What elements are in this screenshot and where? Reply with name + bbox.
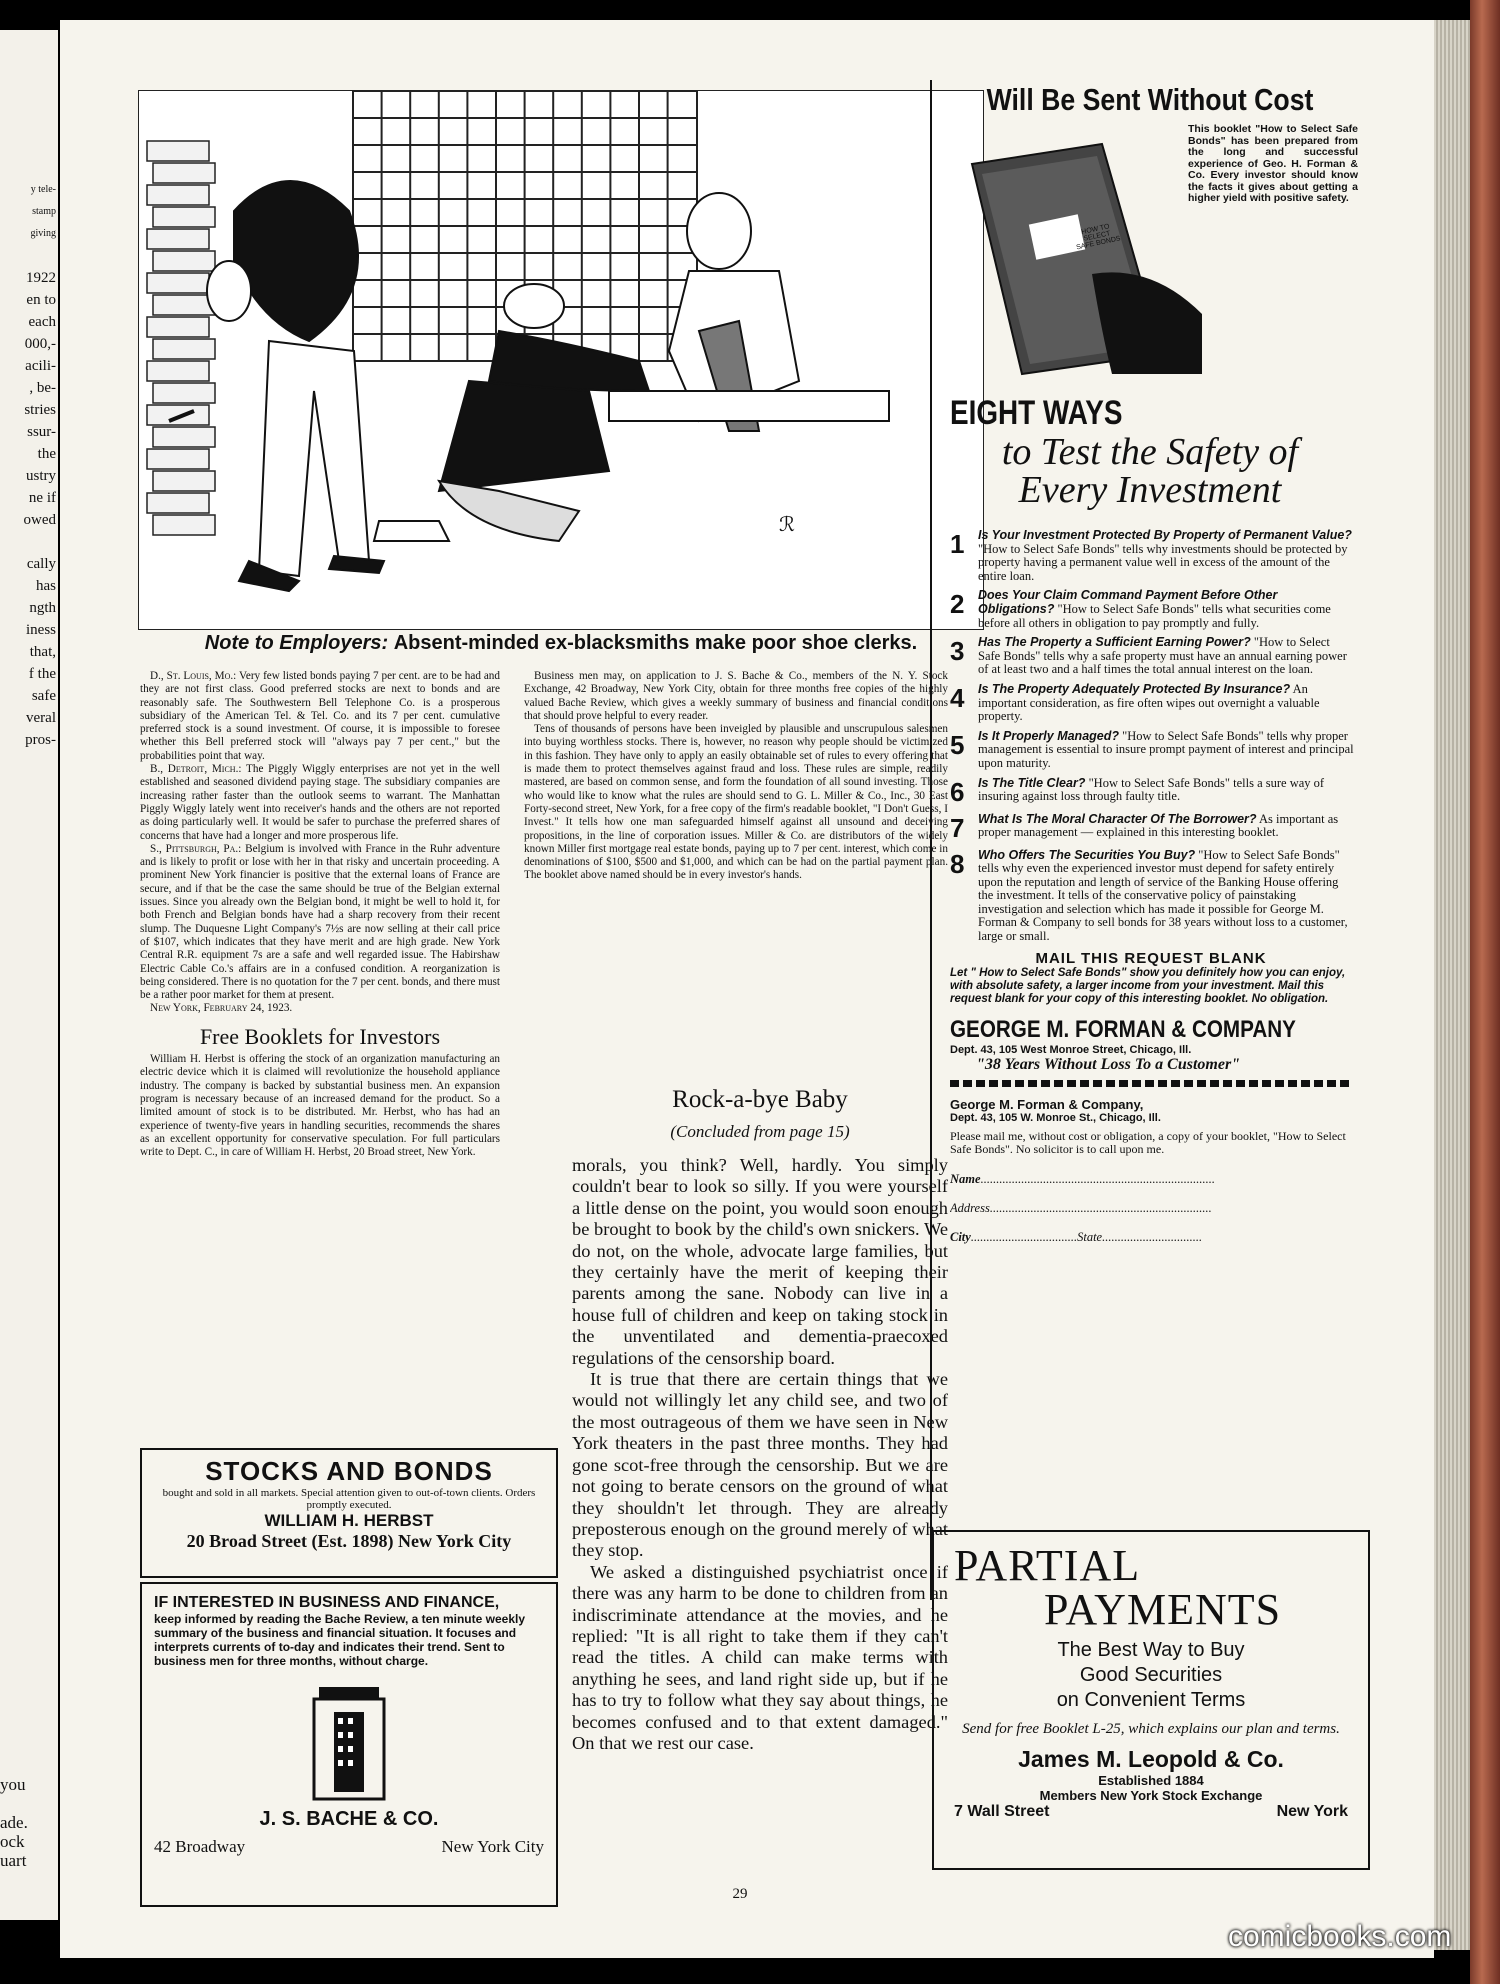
coupon-dept: Dept. 43, 105 W. Monroe St., Chicago, Ill. bbox=[950, 1111, 1161, 1124]
way-number: 8 bbox=[950, 848, 965, 879]
shoe-box bbox=[153, 383, 215, 403]
book-binding-edge bbox=[1470, 0, 1500, 1984]
shoe-box bbox=[147, 449, 209, 469]
rockabye-p2: It is true that there are certain things that we would not willingly let any child see, and two of the most outrageous of them we have seen in New York theaters in the past three months. They had gone scot-free through the censorship. But we are not going to berate censors on the ground of what they shouldn't let through. They are already preposterous enough on the ground merely of what they stop. bbox=[572, 1369, 948, 1561]
booklet-illustration bbox=[932, 124, 1368, 394]
eight-ways-list bbox=[932, 529, 1368, 944]
facing-page-fragment: you bbox=[0, 1775, 26, 1794]
way-text bbox=[978, 589, 1354, 630]
way-answer: "How to Select Safe Bonds" tells why a safe property must have an annual earning power of at least two and a half times the total annual interest on the loan. bbox=[978, 635, 1347, 677]
leopold-ad bbox=[932, 1530, 1370, 1870]
facing-page-fragment: ock bbox=[0, 1832, 25, 1851]
way-item bbox=[950, 813, 1354, 843]
page-edges bbox=[1434, 20, 1470, 1950]
shoe-box bbox=[153, 471, 215, 491]
bache-ad bbox=[140, 1582, 558, 1907]
facing-page-fragment: y tele- bbox=[30, 184, 56, 195]
way-question: Who Offers The Securities You Buy? bbox=[978, 847, 1196, 862]
shoe-box bbox=[153, 515, 215, 535]
building-emblem-icon bbox=[304, 1682, 394, 1802]
eight-ways-subtitle-1: to Test the Safety of bbox=[1001, 431, 1299, 473]
way-number: 2 bbox=[950, 589, 965, 620]
shoe-box bbox=[147, 229, 209, 249]
financial-column-left bbox=[140, 670, 500, 1159]
bache-review-note: Business men may, on application to J. S. Bache & Co., members of the N. Y. Stock Exchange, 42 Broadway, New York City, obtain for three months free copies of the highly valued Bache Review, which gives a weekly summary of business and financial conditions that should prove helpful to every reader. bbox=[524, 670, 948, 722]
leopold-firm: James M. Leopold & Co. bbox=[1018, 1746, 1284, 1772]
way-number: 6 bbox=[950, 776, 965, 807]
leopold-city: New York bbox=[1276, 1803, 1348, 1820]
pp-send: Send for free Booklet L-25, which explains our plan and terms. bbox=[962, 1721, 1340, 1737]
facing-page-fragment: ngth bbox=[29, 600, 56, 616]
herbst-text: bought and sold in all markets. Special attention given to out-of-town clients. Orders promptly executed. bbox=[162, 1487, 536, 1511]
facing-page-fragment: stries bbox=[24, 402, 56, 418]
magazine-page bbox=[60, 20, 1434, 1958]
mail-note: Let " How to Select Safe Bonds" show you definitely how you can enjoy, with absolute safety, a larger income from your investment. Mail this request blank for your copy of this interesting booklet. No obligation. bbox=[950, 966, 1346, 1005]
way-text bbox=[978, 849, 1354, 944]
forman-ad bbox=[930, 80, 1368, 1600]
pp-line-2: PAYMENTS bbox=[1044, 1585, 1282, 1634]
way-text bbox=[978, 813, 1354, 843]
herbst-address: 20 Broad Street (Est. 1898) New York City bbox=[186, 1531, 512, 1551]
way-text bbox=[978, 636, 1354, 677]
leopold-est: Established 1884 bbox=[1098, 1773, 1204, 1788]
cartoon-illustration bbox=[138, 90, 984, 630]
bache-address: 42 Broadway bbox=[154, 1837, 246, 1856]
bache-firm: J. S. BACHE & CO. bbox=[259, 1808, 439, 1830]
shoe-box bbox=[147, 361, 209, 381]
way-item bbox=[950, 636, 1354, 677]
leopold-members: Members New York Stock Exchange bbox=[1039, 1788, 1263, 1803]
rockabye-subtitle: (Concluded from page 15) bbox=[670, 1122, 850, 1141]
cartoon-caption bbox=[138, 632, 984, 655]
coupon-firm: George M. Forman & Company, bbox=[950, 1096, 1144, 1112]
herbst-firm: WILLIAM H. HERBST bbox=[264, 1511, 434, 1530]
way-answer: "How to Select Safe Bonds" tells a sure way of insuring against loss through faulty title. bbox=[978, 775, 1325, 804]
caption-text: Absent-minded ex-blacksmiths make poor shoe clerks. bbox=[393, 632, 918, 654]
way-answer: "How to Select Safe Bonds" tells why proper management is essential to insure prompt payment of interest and principal upon maturity. bbox=[978, 728, 1354, 770]
way-answer: "How to Select Safe Bonds" tells why even the experienced investor must depend for safety entirely upon the reputation and length of service of the Banking House offering the investment. It tells of the conservative policy of painstaking investigation and selection which has made it possible for George M. Forman & Company to sell bonds for 38 years without loss to a customer, large or small. bbox=[978, 847, 1348, 944]
mail-heading: MAIL THIS REQUEST BLANK bbox=[1035, 949, 1267, 967]
facing-page-fragment: has bbox=[36, 578, 56, 594]
facing-page-fragment: the bbox=[37, 446, 56, 462]
forman-motto: "38 Years Without Loss To a Customer" bbox=[976, 1055, 1241, 1073]
facing-page-fragment: ustry bbox=[26, 468, 56, 484]
facing-page-fragment: veral bbox=[26, 710, 56, 726]
way-text bbox=[978, 730, 1354, 771]
forman-headline: Will Be Sent Without Cost bbox=[986, 82, 1314, 117]
shoe-box bbox=[147, 405, 209, 425]
way-number: 3 bbox=[950, 636, 965, 667]
shoe-box bbox=[147, 185, 209, 205]
way-answer: "How to Select Safe Bonds" tells why investments should be protected by property having a permanent value well in excess of the amount of the entire loan. bbox=[978, 541, 1348, 583]
way-question: What Is The Moral Character Of The Borrower? bbox=[978, 811, 1257, 826]
facing-page-fragment: giving bbox=[30, 228, 56, 239]
facing-page-fragment: each bbox=[28, 314, 56, 330]
financial-column-right bbox=[524, 670, 948, 883]
shoe-box bbox=[147, 141, 209, 161]
eight-ways-title: EIGHT WAYS bbox=[950, 394, 1123, 432]
way-item bbox=[950, 730, 1354, 771]
eight-ways-subtitle-2: Every Investment bbox=[1018, 469, 1282, 511]
name-field[interactable]: Name........................................................................... bbox=[950, 1171, 1215, 1186]
way-answer: An important consideration, as fire often wipes out overnight a valuable property. bbox=[978, 681, 1320, 724]
way-item bbox=[950, 777, 1354, 807]
facing-page-fragment: stamp bbox=[32, 206, 56, 217]
facing-page-fragment: cally bbox=[26, 556, 56, 572]
way-question: Is The Property Adequately Protected By Insurance? bbox=[978, 681, 1291, 696]
watermark: comicbooks.com bbox=[1228, 1920, 1452, 1953]
page-number: 29 bbox=[732, 1886, 748, 1902]
leopold-address: 7 Wall Street bbox=[954, 1803, 1050, 1820]
booklets-heading: Free Booklets for Investors bbox=[199, 1023, 441, 1049]
booklet-cover-title: HOW TO SELECT SAFE BONDS bbox=[1075, 223, 1122, 252]
facing-page-fragment: that, bbox=[29, 644, 56, 660]
herbst-ad bbox=[140, 1448, 558, 1578]
rockabye-p1: morals, you think? Well, hardly. You simply couldn't bear to look so silly. If you were yourself a little dense on the point, you would soon enough be brought to book by the child's own snickers. We do not, on the whole, advocate large families, but they certainly have the merit of keeping their parents among the sane. Nobody can live in a house full of children and keep on taking stock in the unventilated and dementia-praecoxed regulations of the censorship board. bbox=[572, 1155, 948, 1368]
facing-page-fragment: f the bbox=[28, 666, 56, 682]
way-answer: As important as proper management — explained in this interesting booklet. bbox=[978, 811, 1339, 840]
request-blank bbox=[932, 950, 1368, 1245]
forman-dept: Dept. 43, 105 West Monroe Street, Chicago, Ill. bbox=[950, 1043, 1192, 1056]
way-question: Is The Title Clear? bbox=[978, 775, 1086, 790]
way-text bbox=[978, 777, 1354, 807]
facing-page-fragment: ssur- bbox=[27, 424, 56, 440]
facing-page-fragment: 1922 bbox=[26, 270, 56, 286]
coupon-text: Please mail me, without cost or obligation, a copy of your booklet, "How to Select Safe Bonds". No solicitor is to call upon me. bbox=[950, 1128, 1346, 1156]
way-number: 5 bbox=[950, 729, 965, 760]
booklet-hand-icon bbox=[952, 124, 1212, 384]
facing-page-fragment: en to bbox=[26, 292, 56, 308]
way-number: 1 bbox=[950, 529, 965, 559]
shoe-box bbox=[153, 295, 215, 315]
facing-page-fragment: acili- bbox=[25, 358, 56, 374]
facing-page-fragment: uart bbox=[0, 1851, 27, 1870]
rockabye-title: Rock-a-bye Baby bbox=[672, 1086, 848, 1113]
way-text bbox=[978, 529, 1354, 583]
pp-line-1: PARTIAL bbox=[954, 1541, 1141, 1590]
letter-pittsburgh: S., Pittsburgh, Pa.: Belgium is involved with France in the Ruhr adventure and is likely to profit or lose with her in that risky and uncertain proceeding. A prominent New York financier is positive that the external loans of France are secure, and if that be the case the same should be true of the Belgian external issues. Since you already own the Belgian bond, it might be well to hold it, for both French and Belgian bonds have had a sharp recovery from their recent slump. The Duquesne Light Company's 7½s are now selling at their call price of $107, which indicates that they have merit and are high grade. New York Central R.R. equipment 7s are a safe and well regarded issue. The Habirshaw Electric Cable Co.'s affairs are in a confused condition. A reorganization is being considered. There is no quotation for the 7 per cent. bonds, and there must be a rather poor market for them at present. bbox=[140, 842, 501, 1002]
shoe-box bbox=[147, 273, 209, 293]
way-question: Is Your Investment Protected By Property of Permanent Value? bbox=[978, 528, 1352, 542]
shoe-box bbox=[153, 207, 215, 227]
facing-page-fragment: , be- bbox=[29, 380, 56, 396]
bache-city: New York City bbox=[441, 1837, 544, 1856]
rockabye-p3: We asked a distinguished psychiatrist once if there was any harm to be done to children from an indiscriminate attendance at the movies, and he replied: "It is all right to take them if they can't read the titles. A child can make terms with anything he sees, and land right side up, but if he has to try to follow what they say about things, he becomes confused and to that extent damaged." On that we rest our case. bbox=[572, 1561, 948, 1753]
shoe-box bbox=[153, 251, 215, 271]
pp-mid-1: The Best Way to Buy bbox=[1057, 1639, 1245, 1661]
booklets-text: William H. Herbst is offering the stock of an organization manufacturing an electric device which it is claimed will revolutionize the household appliance industry. The company is backed by substantial business men. An expansion program is necessary because of an increased demand for the product. So a limited amount of stock is to be distributed. Mr. Herbst, who has had an experience of twenty-five years in handling securities, recommends the shares as an excellent opportunity for conservative speculation. For full particulars write to Dept. C., in care of William H. Herbst, 20 Broad street, New York. bbox=[140, 1053, 500, 1159]
way-item bbox=[950, 529, 1354, 583]
facing-page-strip bbox=[0, 30, 58, 1920]
address-field[interactable]: Address....................................................................... bbox=[950, 1200, 1212, 1215]
coupon-cut-line bbox=[950, 1080, 1352, 1087]
rockabye-text bbox=[572, 1155, 948, 1754]
facing-page-fragment: iness bbox=[26, 622, 56, 638]
miller-note: Tens of thousands of persons have been inveigled by plausible and unscrupulous salesmen into buying worthless stocks. There is, however, no reason why people should be victimized in this fashion. They have only to apply an easily obtainable set of rules to every offering that is made them to protect themselves against fraud and loss. These rules are simple, readily mastered, are based on common sense, and form the foundation of all sound investing. Those who would like to know what the rules are should send to G. L. Miller & Co., Inc., 30 East Forty-second street, New York, for a free copy of the firm's readable booklet, "I Don't Guess, I Invest." It tells how one man safeguarded himself against all unsound and deceiving propositions, in the line of corporation issues. Miller & Co. are distributors of the widely known Miller first mortgage real estate bonds, paying up to 7 per cent. interest, which come in denominations of $100, $500 and $1,000, and which can be had on the partial payment plan. The booklet above named should be in every investor's hands. bbox=[524, 723, 948, 882]
way-number: 7 bbox=[950, 812, 965, 843]
way-item bbox=[950, 683, 1354, 724]
shoe-box bbox=[147, 317, 209, 337]
letter-detroit: B., Detroit, Mich.: The Piggly Wiggly enterprises are not yet in the well established and seasoned dividend paying stage. The subsidiary companies are increasing rather faster than the outlook seems to warrant. The Manhattan Piggly Wiggly lately went into receiver's hands and the others are not reported as doing particularly well. It would be safer to purchase the preferred shares of concerns that have had a longer and more prosperous life. bbox=[140, 763, 500, 842]
way-item bbox=[950, 589, 1354, 630]
herbst-title: STOCKS AND BONDS bbox=[205, 1456, 493, 1486]
way-question: Does Your Claim Command Payment Before Other Obligations? bbox=[978, 588, 1278, 616]
shoe-box bbox=[153, 427, 215, 447]
svg-text:ℛ: ℛ bbox=[779, 514, 795, 536]
cartoon-drawing bbox=[139, 91, 984, 630]
pp-mid-2: Good Securities bbox=[1079, 1664, 1223, 1686]
shoe-box bbox=[153, 339, 215, 359]
way-number: 4 bbox=[950, 682, 965, 713]
facing-page-fragment: safe bbox=[31, 688, 56, 704]
way-question: Is It Properly Managed? bbox=[978, 728, 1120, 743]
shoe-box bbox=[153, 163, 215, 183]
dateline: New York, February 24, 1923. bbox=[150, 1002, 293, 1015]
caption-lead: Note to Employers: bbox=[204, 632, 389, 654]
booklet-blurb: This booklet "How to Select Safe Bonds" has been prepared from the long and successful experience of Geo. H. Forman & Co. Every investor should know the facts it gives about getting a higher yield with positive safety. bbox=[1188, 123, 1358, 204]
facing-page-fragment: owed bbox=[23, 512, 56, 528]
facing-page-fragment: 000,- bbox=[24, 336, 56, 352]
way-question: Has The Property a Sufficient Earning Power? bbox=[978, 635, 1251, 650]
bache-text: keep informed by reading the Bache Review, a ten minute weekly summary of the business and financial situation. It focuses and interprets currents of to-day and indicates their trend. Sent to business men for three months, without charge. bbox=[154, 1612, 526, 1668]
letter-st-louis: D., St. Louis, Mo.: Very few listed bonds paying 7 per cent. are to be had and they are not first class. Good preferred stocks are next to bonds and are reasonably safe. The Southwestern Bell Telephone Co. is a prosperous subsidiary of the American Tel. & Tel. Co. and its 7 per cent. cumulative preferred stock is a sound investment. Of course, it is impossible to foresee whether this Bell preferred stock will "always pay 7 per cent.," but the probabilities point that way. bbox=[140, 670, 500, 762]
shoe-box bbox=[147, 493, 209, 513]
pp-mid-3: on Convenient Terms bbox=[1056, 1689, 1246, 1711]
bache-title: IF INTERESTED IN BUSINESS AND FINANCE, bbox=[154, 1594, 500, 1611]
city-state-field[interactable]: City..................................State................................ bbox=[950, 1229, 1203, 1244]
facing-page-fragment: pros- bbox=[25, 732, 56, 748]
way-text bbox=[978, 683, 1354, 724]
way-answer: "How to Select Safe Bonds" tells what securities come before all others in obligation to pay promptly and fully. bbox=[978, 601, 1331, 630]
facing-page-fragment: ne if bbox=[28, 490, 56, 506]
forman-firm: GEORGE M. FORMAN & COMPANY bbox=[950, 1015, 1296, 1043]
way-item bbox=[950, 849, 1354, 944]
facing-page-fragment: ade. bbox=[0, 1813, 28, 1832]
